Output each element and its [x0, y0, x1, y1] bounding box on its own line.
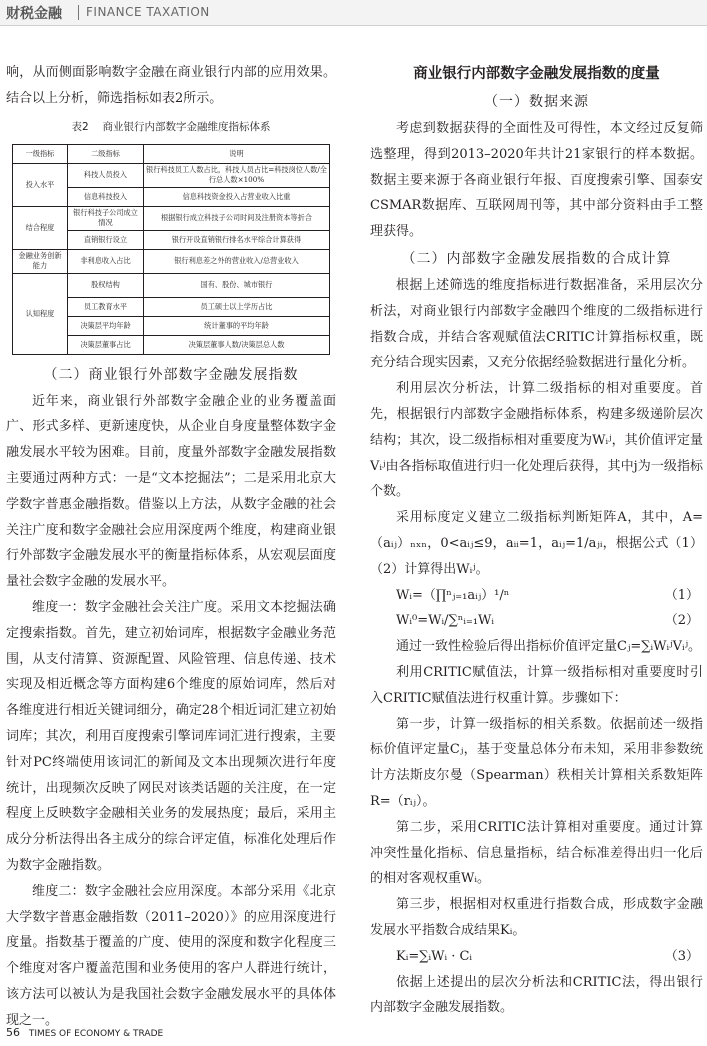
body-paragraph: 利用CRITIC赋值法，计算一级指标相对重要度时引入CRITIC赋值法进行权重计算。步骤如下： — [370, 664, 703, 706]
page-header — [0, 0, 707, 26]
section-title-cn: 财税金融 — [6, 6, 62, 22]
group-cell: 金融业务创新能力 — [13, 249, 68, 273]
description-cell: 国有、股份、城市银行 — [144, 273, 330, 297]
body-paragraph: 近年来，商业银行外部数字金融企业的业务覆盖面广、形式多样、更新速度快，从企业自身度量整体数字金融发展水平较为困难。目前，度量外部数字金融发展指数主要通过两种方式：一是“文本挖掘法”；二是采用北京大学数字普惠金融指数。借鉴以上方法，从数字金融的社会关注广度和数字金融社会应用深度两个维度，构建商业银行外部数字金融发展水平的衡量指标体系，从宏观层面度量社会数字金融的发展水平。 — [6, 393, 336, 590]
body-paragraph: 第三步，根据相对权重进行指数合成，形成数字金融发展水平指数合成结果Kᵢ。 — [370, 897, 703, 938]
table-row — [13, 206, 330, 230]
sub-indicator-cell: 决策层平均年龄 — [68, 316, 144, 335]
indicator-table — [12, 144, 330, 355]
table-header-cell: 一级指标 — [13, 144, 68, 163]
table-row — [13, 163, 330, 187]
section-heading-external: （二）商业银行外部数字金融发展指数 — [43, 366, 299, 383]
section-title-en: FINANCE TAXATION — [86, 5, 210, 19]
table-header-cell: 说明 — [144, 144, 330, 163]
body-paragraph: 根据上述筛选的维度指标进行数据准备，采用层次分析法，对商业银行内部数字金融四个维度的二级指标进行指数合成，并结合客观赋值法CRITIC计算指标权重，既充分结合现实因素，又充分依据经验数据进行量化分析。 — [370, 277, 703, 371]
equation-number: （3） — [664, 948, 699, 964]
description-cell: 统计董事的平均年龄 — [144, 316, 330, 335]
description-cell: 根据银行成立科技子公司时间及注册资本等折合 — [144, 206, 330, 230]
group-cell: 投入水平 — [13, 163, 68, 206]
description-cell: 银行开设直销银行排名水平综合计算获得 — [144, 230, 330, 249]
section-heading-main: 商业银行内部数字金融发展指数的度量 — [413, 65, 660, 82]
equation-3 — [370, 944, 703, 970]
description-cell: 员工硕士以上学历占比 — [144, 297, 330, 316]
body-paragraph: 考虑到数据获得的全面性及可得性，本文经过反复筛选整理，得到2013–2020年共计21家银行的样本数据。数据主要来源于各商业银行年报、百度搜索引擎、国泰安CSMAR数据库、互联网周刊等，其中部分资料由手工整理获得。 — [370, 121, 703, 240]
subsection-heading-index-synthesis: （二）内部数字金融发展指数的合成计算 — [401, 250, 672, 267]
body-paragraph: 利用层次分析法，计算二级指标的相对重要度。首先，根据银行内部数字金融指标体系，构建多级递阶层次结构；其次，设二级指标相对重要度为Wᵢʲ，其价值评定量Vᵢʲ由各指标取值进行归一化处理后获得，其中j为一级指标个数。 — [370, 381, 703, 500]
page-number: 56 — [6, 1026, 20, 1039]
description-cell: 信息科技资金投入占营业收入比重 — [144, 187, 330, 206]
intro-paragraph: 响，从而侧面影响数字金融在商业银行内部的应用效果。结合以上分析，筛选指标如表2所示。 — [6, 65, 336, 106]
header-divider — [78, 5, 79, 20]
left-column — [6, 60, 336, 1034]
body-paragraph: 采用标度定义建立二级指标判断矩阵A，其中，A=（aᵢⱼ）ₙₓₙ，0<aᵢⱼ≤9，aᵢᵢ=1，aᵢⱼ=1/aⱼᵢ，根据公式（1）（2）计算得出Wᵢʲ。 — [370, 510, 703, 577]
sub-indicator-cell: 直销银行设立 — [68, 230, 144, 249]
equation-2 — [370, 608, 703, 634]
journal-name: TIMES OF ECONOMY & TRADE — [28, 1029, 164, 1039]
equation-number: （1） — [664, 587, 699, 603]
equation-body: Kᵢ=∑ᵢWᵢ · Cᵢ — [396, 948, 473, 964]
page-footer — [6, 1026, 163, 1039]
equation-body: Wᵢ=（∏ⁿⱼ₌₁aᵢⱼ）¹/ⁿ — [396, 587, 510, 603]
equation-number: （2） — [664, 613, 699, 629]
sub-indicator-cell: 股权结构 — [68, 273, 144, 297]
subsection-heading-data-source: （一）数据来源 — [484, 94, 589, 110]
sub-indicator-cell: 信息科技投入 — [68, 187, 144, 206]
sub-indicator-cell: 决策层董事占比 — [68, 335, 144, 354]
equation-1 — [370, 583, 703, 609]
sub-indicator-cell: 银行科技子公司成立情况 — [68, 206, 144, 230]
body-paragraph: 维度二：数字金融社会应用深度。本部分采用《北京大学数字普惠金融指数（2011–2020）》的应用深度进行度量。指数基于覆盖的广度、使用的深度和数字化程度三个维度对客户覆盖范围和业务使用的客户人群进行统计，该方法可以被认为是我国社会数字金融发展水平的具体体现之一。 — [6, 883, 336, 1028]
body-paragraph: 第二步，采用CRITIC法计算相对重要度。通过计算冲突性量化指标、信息量指标，结合标准差得出归一化后的相对客观权重Wᵢ。 — [370, 819, 703, 887]
table-header-row — [13, 144, 330, 163]
body-paragraph: 第一步，计算一级指标的相关系数。依据前述一级指标价值评定量Cⱼ，基于变量总体分布未知，采用非参数统计方法斯皮尔曼（Spearman）秩相关计算相关系数矩阵R=（rᵢⱼ）。 — [370, 716, 703, 809]
group-cell: 认知程度 — [13, 273, 68, 354]
body-paragraph: 通过一致性检验后得出指标价值评定量Cⱼ=∑ᵢWᵢʲVᵢʲ。 — [396, 639, 702, 655]
description-cell: 决策层董事人数/决策层总人数 — [144, 335, 330, 354]
body-paragraph: 维度一：数字金融社会关注广度。采用文本挖掘法确定搜索指数。首先，建立初始词库，根据数字金融业务范围，从支付清算、资源配置、风险管理、信息传递、技术实现及相近概念等方面构建6个维度的原始词库，然后对各维度进行相近关键词细分，确定28个相近词汇建立初始词库；其次，利用百度搜索引擎词库词汇进行搜索，主要针对PC终端使用该词汇的新闻及文本出现频次进行年度统计，出现频次反映了网民对该类话题的关注度，在一定程度上反映数字金融相关业务的发展热度；最后，采用主成分分析法得出各主成分的综合评定值，标准化处理后作为数字金融指数。 — [6, 599, 336, 873]
table-header-cell: 二级指标 — [68, 144, 144, 163]
sub-indicator-cell: 非利息收入占比 — [68, 249, 144, 273]
sub-indicator-cell: 科技人员投入 — [68, 163, 144, 187]
right-column — [370, 60, 703, 1021]
equation-body: Wᵢ⁰=Wᵢ/∑ⁿᵢ₌₁Wᵢ — [396, 613, 495, 629]
table-row — [13, 249, 330, 273]
description-cell: 银行利息差之外的营业收入/总营业收入 — [144, 249, 330, 273]
group-cell: 结合程度 — [13, 206, 68, 249]
table-row — [13, 273, 330, 297]
table-title: 表2 商业银行内部数字金融维度指标体系 — [71, 120, 271, 133]
sub-indicator-cell: 员工教育水平 — [68, 297, 144, 316]
description-cell: 银行科技员工人数占比，科技人员占比=科技岗位人数/全行总人数×100% — [144, 163, 330, 187]
body-paragraph: 依据上述提出的层次分析法和CRITIC法，得出银行内部数字金融发展指数。 — [370, 974, 703, 1016]
